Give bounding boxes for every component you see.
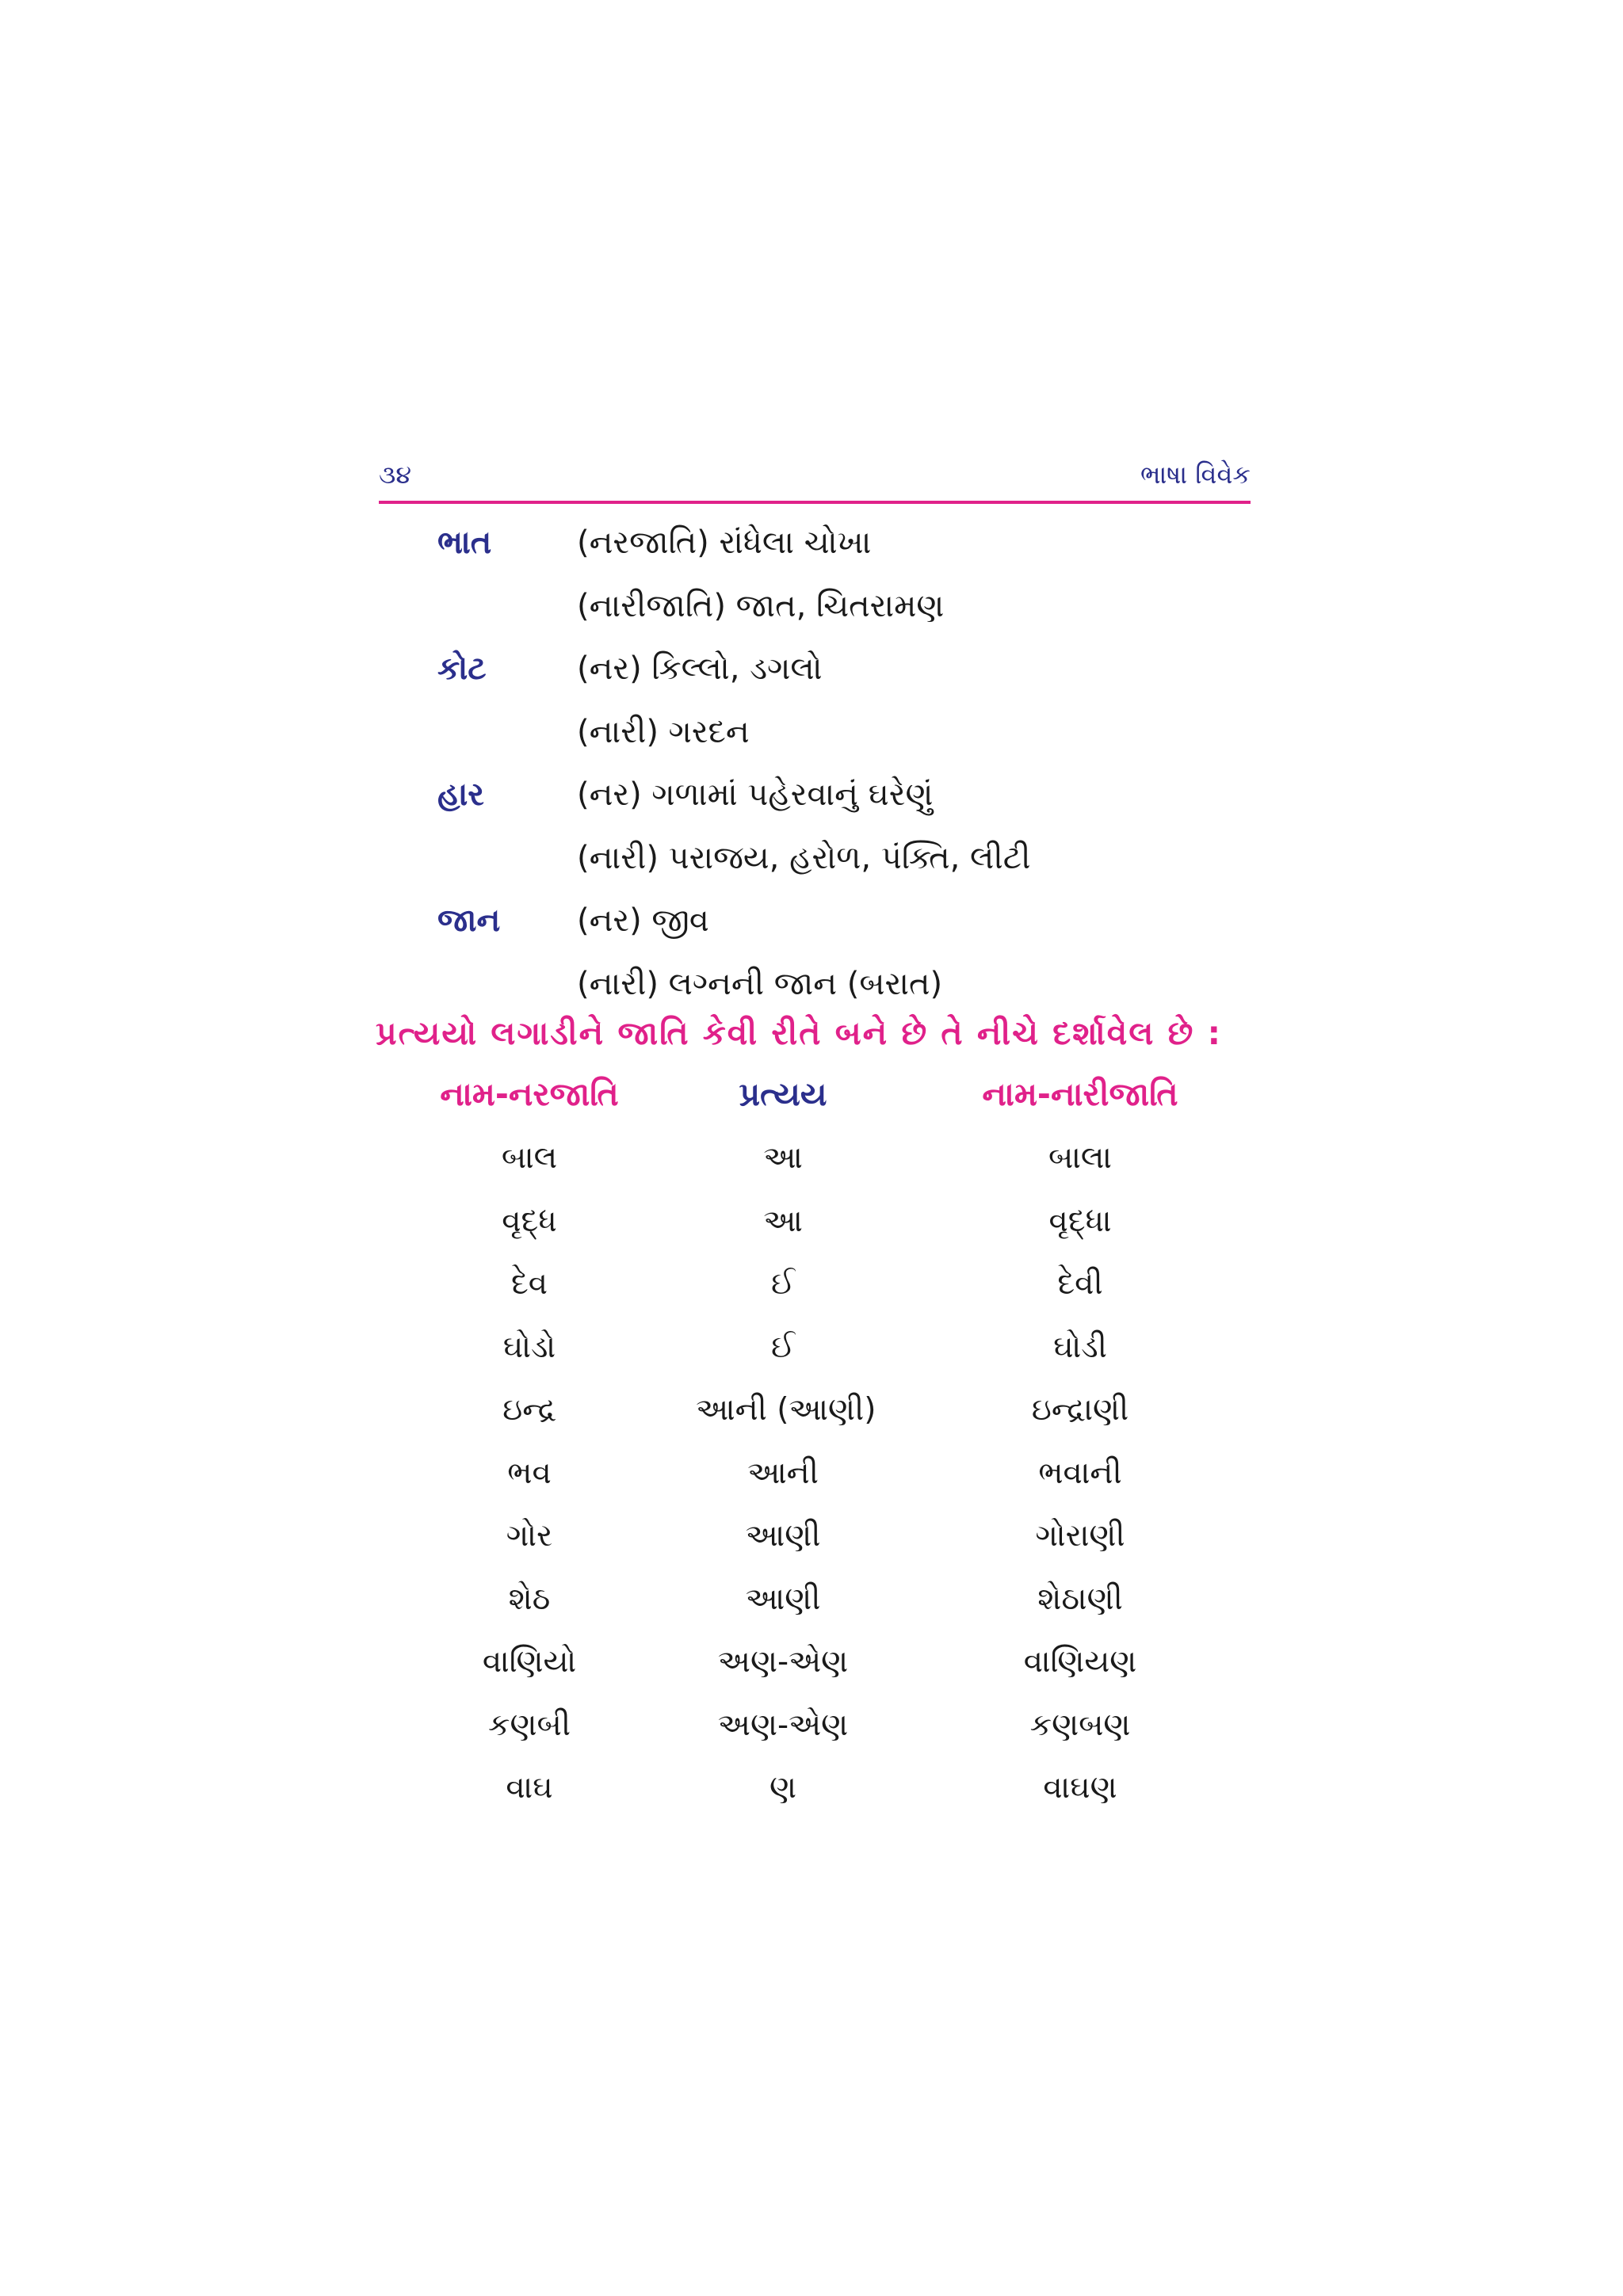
entry-word: ભાત [437, 524, 492, 561]
list-item [379, 703, 1251, 766]
entry-meaning: (નારી) પરાજય, હરોળ, પંક્તિ, લીટી [577, 839, 1031, 876]
feminine-cell: ઘોડી [1053, 1329, 1107, 1365]
entry-meaning: (નારી) લગ્નની જાન (બરાત) [577, 965, 943, 1002]
list-item [379, 955, 1251, 1018]
masculine-cell: ઇન્દ્ર [502, 1392, 556, 1428]
suffix-cell: આની [747, 1455, 819, 1491]
suffix-cell: ઈ [770, 1266, 796, 1302]
masculine-cell: કણબી [487, 1707, 571, 1743]
masculine-cell: બાલ [501, 1140, 558, 1176]
suffix-cell: ણ [769, 1770, 796, 1806]
table-row [379, 1518, 1251, 1581]
gender-suffix-table [379, 1075, 1251, 1833]
suffix-cell: આણી [745, 1581, 821, 1617]
feminine-cell: વાણિયણ [1023, 1644, 1137, 1680]
page-number: ૩૪ [379, 460, 412, 490]
feminine-cell: બાલા [1048, 1140, 1112, 1176]
suffix-cell: આ [763, 1203, 803, 1239]
masculine-cell: વાઘ [506, 1770, 553, 1806]
entry-word: હાર [437, 776, 484, 813]
masculine-cell: ભવ [507, 1455, 552, 1491]
suffix-cell: અણ-એણ [717, 1707, 849, 1743]
section-heading: પ્રત્યયો લગાડીને જાતિ કેવી રીતે બને છે તે નીચે દર્શાવેલ છે : [376, 1014, 1222, 1052]
feminine-cell: વૃદ્ધા [1048, 1203, 1112, 1239]
entry-meaning: (નારીજાતિ) જાત, ચિતરામણ [577, 587, 945, 624]
suffix-cell: ઈ [770, 1329, 796, 1365]
list-item [379, 577, 1251, 640]
feminine-cell: શેઠાણી [1037, 1581, 1123, 1617]
entry-meaning: (નારી) ગરદન [577, 713, 750, 750]
book-title: ભાષા વિવેક [1140, 460, 1251, 490]
feminine-cell: ઇન્દ્રાણી [1031, 1392, 1129, 1428]
masculine-cell: વાણિયો [482, 1644, 577, 1680]
entry-meaning: (નરજાતિ) રાંધેલા ચોખા [577, 524, 872, 561]
suffix-cell: આણી [745, 1518, 821, 1554]
masculine-cell: ઘોડો [502, 1329, 556, 1365]
entry-word: જાન [437, 902, 501, 939]
entry-meaning: (નર) ગળામાં પહેરવાનું ઘરેણું [577, 776, 934, 813]
suffix-cell: આ [763, 1140, 803, 1176]
feminine-cell: વાઘણ [1043, 1770, 1117, 1806]
table-row [379, 1140, 1251, 1203]
suffix-cell: અણ-એણ [717, 1644, 849, 1680]
table-row [379, 1203, 1251, 1267]
entry-word: કોટ [437, 650, 487, 687]
table-row [379, 1707, 1251, 1771]
feminine-cell: ગોરાણી [1035, 1518, 1125, 1554]
table-row [379, 1455, 1251, 1519]
table-row [379, 1392, 1251, 1455]
masculine-cell: શેઠ [508, 1581, 551, 1617]
table-row [379, 1581, 1251, 1645]
word-meaning-list [379, 513, 1251, 1017]
list-item [379, 829, 1251, 892]
list-item [379, 639, 1251, 703]
column-header-feminine: નામ-નારીજાતિ [982, 1075, 1178, 1113]
table-row [379, 1644, 1251, 1707]
feminine-cell: દેવી [1057, 1266, 1103, 1302]
book-page [376, 455, 1251, 1806]
masculine-cell: ગોર [506, 1518, 553, 1554]
table-body [379, 1140, 1251, 1833]
masculine-cell: દેવ [510, 1266, 548, 1302]
table-header [379, 1075, 1251, 1131]
list-item [379, 891, 1251, 955]
table-row [379, 1266, 1251, 1329]
table-row [379, 1329, 1251, 1393]
entry-meaning: (નર) જીવ [577, 902, 709, 939]
table-row [379, 1770, 1251, 1833]
column-header-masculine: નામ-નરજાતિ [440, 1075, 619, 1113]
entry-meaning: (નર) કિલ્લો, ડગલો [577, 650, 823, 687]
page-header [379, 455, 1251, 504]
masculine-cell: વૃદ્ધ [502, 1203, 557, 1239]
suffix-cell: આની (આણી) [696, 1392, 876, 1428]
list-item [379, 765, 1251, 829]
feminine-cell: કણબણ [1029, 1707, 1131, 1743]
feminine-cell: ભવાની [1038, 1455, 1122, 1491]
list-item [379, 513, 1251, 577]
column-header-suffix: પ્રત્યય [739, 1075, 827, 1113]
